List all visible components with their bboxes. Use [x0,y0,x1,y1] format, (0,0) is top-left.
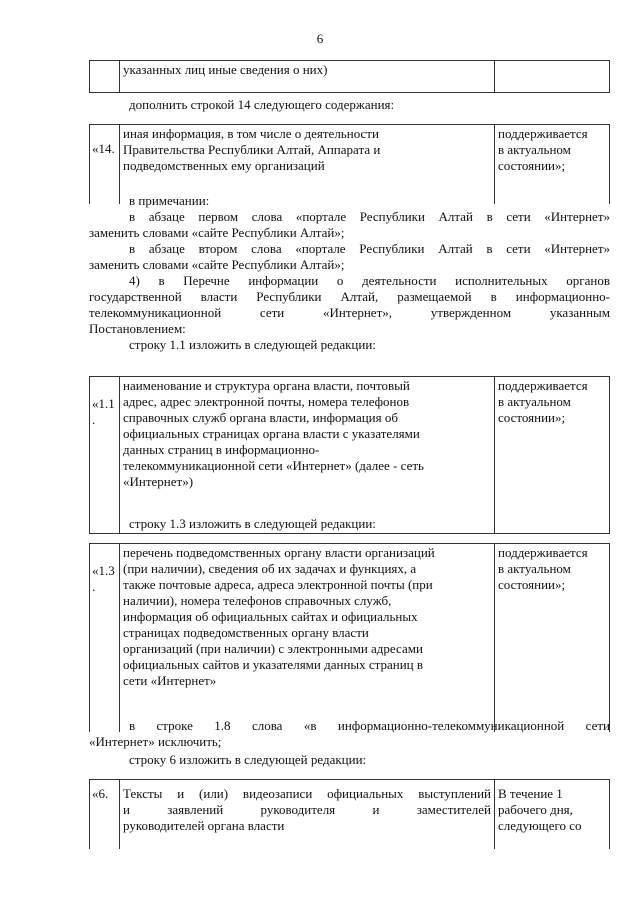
table-cell-number: «14. [90,125,120,205]
notes-p2-line1: в абзаце втором слова «портале Республики Алтай в сети «Интернет» [129,241,610,256]
paragraph-row-1-8-line2: «Интернет» исключить; [89,734,222,749]
table-cell-number: «1.3 . [90,544,120,733]
table-cell-description-line3: руководителей органа власти [123,818,285,833]
table-row-1-3 [89,543,610,732]
table-cell-number: «6. [90,780,120,850]
table-row-6 [89,779,610,849]
notes-p3-line1: 4) в Перечне информации о деятельности исполнительных органов [129,273,610,288]
table-cell-status [495,61,610,93]
paragraph-add-row-14: дополнить строкой 14 следующего содержания: [129,97,395,112]
paragraph-row-1-8-line1: в строке 1.8 слова «в информационно-телекоммуникационной сети [129,718,610,733]
table-cell-description-line2: и заявлений руководителя и заместителей [123,802,491,817]
notes-p1-line1: в абзаце первом слова «портале Республики Алтай в сети «Интернет» [129,209,610,224]
table-cell-description-line1: Тексты и (или) видеозаписи официальных выступлений [123,786,491,801]
table-cell-description: наименование и структура органа власти, почтовый адрес, адрес электронной почты, номера телефонов справочных служб органа власти, информация об официальных страницах органа власти с указателями данных страниц в информационно- телекоммуникационной сети «Интернет» (далее - сеть «Интернет») [120,377,495,534]
table-cell-description: перечень подведомственных органу власти организаций (при наличии), сведения об их задачах и функциях, а также почтовые адреса, адреса электронной почты (при наличии), номера телефонов справочных служб, информация об официальных сайтах и официальных страницах подведомственных органу власти организаций (при наличии) с электронными адресами официальных сайтов и указателями данных страниц в сети «Интернет» [120,544,495,733]
table-continuation [89,60,610,93]
table-row-14 [89,124,610,204]
table-cell-number [90,61,120,93]
table-cell-description [120,780,495,850]
table-cell-status: поддерживается в актуальном состоянии»; [495,544,610,733]
notes-p3-line2: государственной власти Республики Алтай, размещаемой в информационно- [89,289,610,304]
notes-p1-line2: заменить словами «сайте Республики Алтай»; [89,225,345,240]
table-cell-number: «1.1 . [90,377,120,534]
table-cell-description: указанных лиц иные сведения о них) [120,61,495,93]
table-cell-status: поддерживается в актуальном состоянии»; [495,125,610,205]
page-number: 6 [316,31,324,46]
table-cell-status: В течение 1 рабочего дня, следующего со [495,780,610,850]
paragraph-row-1-8 [89,718,610,750]
notes-intro: в примечании: [129,193,210,208]
paragraph-row-6: строку 6 изложить в следующей редакции: [129,752,367,767]
table-row-1-1 [89,376,610,534]
paragraph-row-1-3: строку 1.3 изложить в следующей редакции: [129,516,376,531]
notes-p4: строку 1.1 изложить в следующей редакции: [129,337,376,352]
notes-p2-line2: заменить словами «сайте Республики Алтай»; [89,257,345,272]
notes-p3-line4: Постановлением: [89,321,186,336]
table-cell-description: иная информация, в том числе о деятельности Правительства Республики Алтай, Аппарата и подведомственных ему организаций [120,125,495,205]
notes-p3-line3: телекоммуникационной сети «Интернет», утвержденном указанным [89,305,610,320]
notes-section [89,193,610,353]
table-cell-status: поддерживается в актуальном состоянии»; [495,377,610,534]
